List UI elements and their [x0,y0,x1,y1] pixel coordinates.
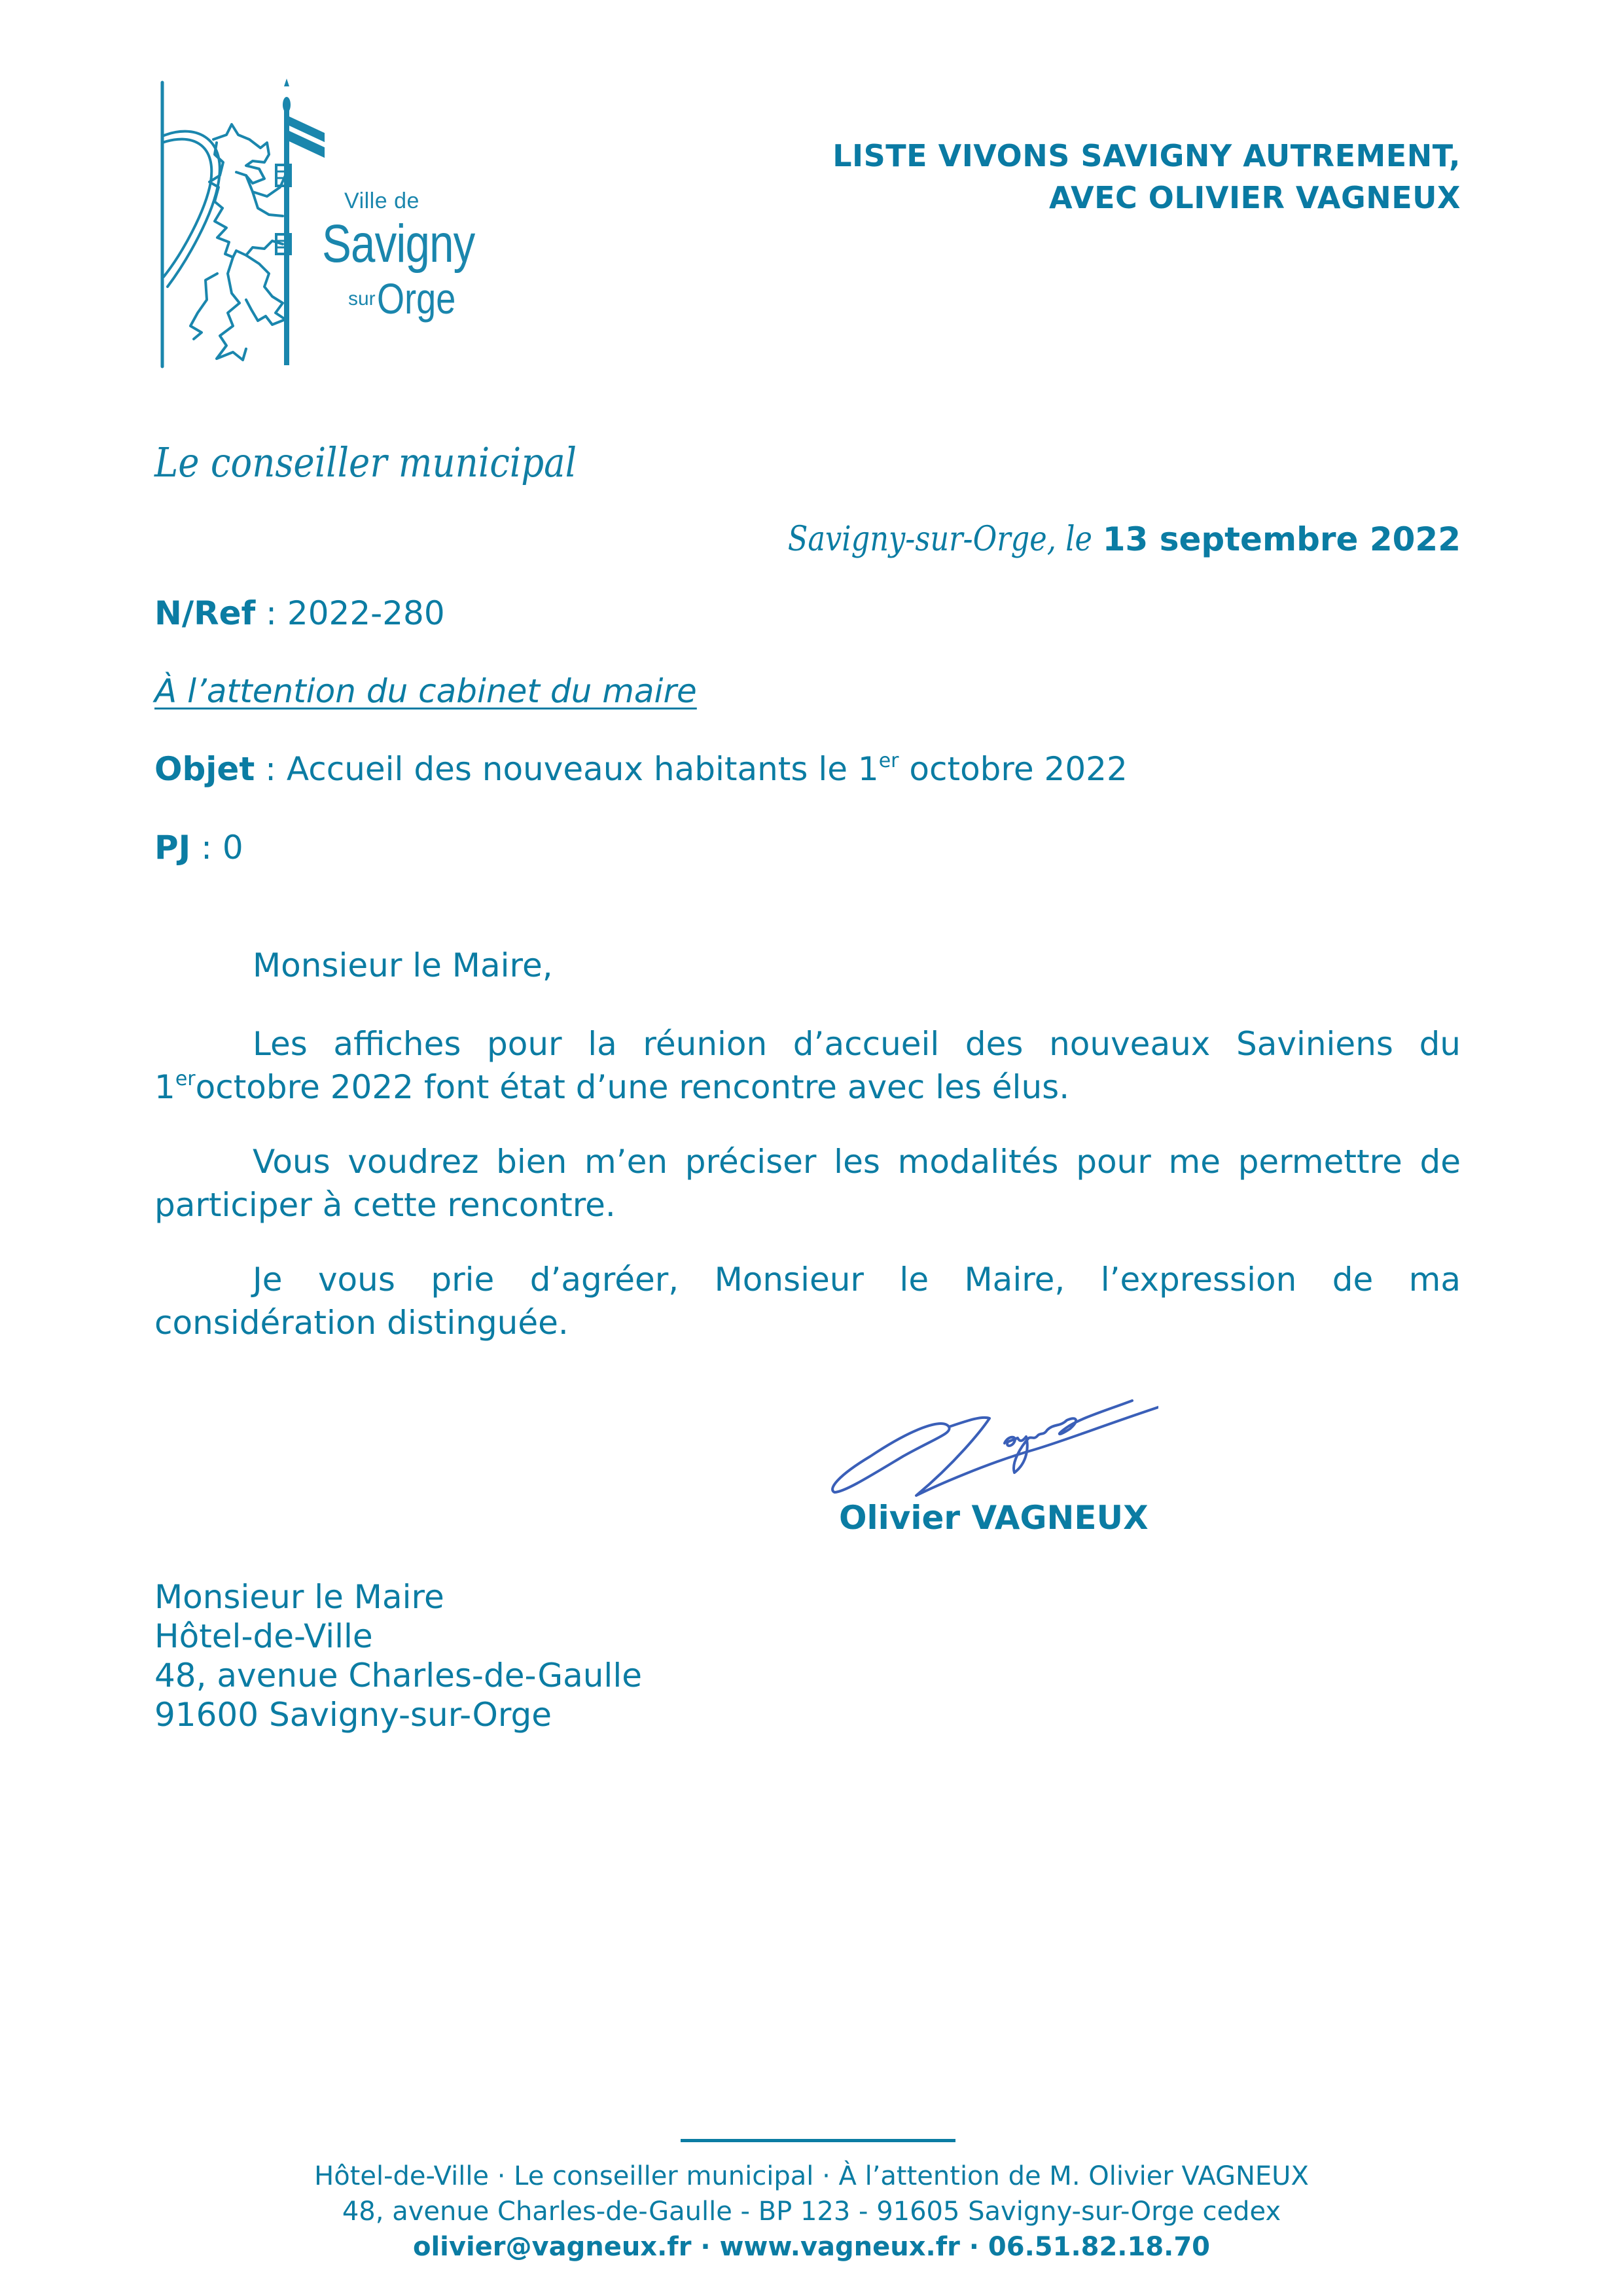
recipient-address [154,1577,642,1734]
recipient-line-3: 48, avenue Charles-de-Gaulle [154,1657,642,1695]
lion-emblem-icon [154,77,325,372]
city-logo [154,77,495,372]
attention-text: À l’attention du cabinet du maire [154,672,697,710]
letter-salutation [154,944,1461,987]
attachments-value: 0 [222,829,243,867]
letter-paragraph-1 [154,1022,1461,1109]
handwritten-signature [818,1365,1158,1502]
object-value: Accueil des nouveaux habitants le 1 [286,750,879,788]
attachments-line [154,829,243,867]
recipient-line-2: Hôtel-de-Ville [154,1617,373,1655]
sender-role: Le conseiller municipal [154,439,577,486]
logo-text-ville-de: Ville de [344,188,419,213]
object-value-end: octobre 2022 [899,750,1128,788]
footer-divider [681,2139,955,2142]
footer-line-1: Hôtel-de-Ville · Le conseiller municipal · À l’attention de M. Olivier VAGNEUX [314,2161,1309,2191]
object-separator: : [255,750,287,788]
logo-text-savigny: Savigny [322,214,475,274]
attachments-separator: : [190,829,223,867]
object-label: Objet [154,750,255,788]
reference-separator: : [255,594,287,632]
footer-contact: olivier@vagneux.fr · www.vagneux.fr · 06.51.82.18.70 [412,2232,1211,2262]
recipient-line-1: Monsieur le Maire [154,1578,444,1616]
object-line [154,750,1128,788]
header-title-line1: LISTE VIVONS SAVIGNY AUTREMENT, [832,138,1461,173]
header-title-line2: AVEC OLIVIER VAGNEUX [1049,180,1461,215]
signature-icon [818,1365,1158,1502]
paragraph-1-start: Les affiches pour la réunion d’accueil des nouveaux Saviniens du 1 [154,1025,1461,1106]
paragraph-1-end: octobre 2022 font état d’une rencontre avec les élus. [195,1068,1070,1106]
dateline-place: Savigny-sur-Orge, le [787,520,1092,559]
reference-value: 2022-280 [287,594,445,632]
dateline [738,520,1461,559]
paragraph-1-text [154,1022,1461,1109]
letter-paragraph-2 [154,1140,1461,1227]
paragraph-2-text: Vous voudrez bien m’en préciser les modalités pour me permettre de participer à cette rencontre. [154,1143,1461,1224]
reference-line [154,594,445,632]
dateline-date: 13 septembre 2022 [1102,520,1461,558]
attachments-label: PJ [154,829,191,867]
paragraph-1-superscript: er [175,1067,196,1090]
letter-paragraph-3 [154,1258,1461,1344]
footer-line-2: 48, avenue Charles-de-Gaulle - BP 123 - 91605 Savigny-sur-Orge cedex [342,2197,1281,2227]
recipient-line-4: 91600 Savigny-sur-Orge [154,1696,552,1734]
salutation-text: Monsieur le Maire, [253,946,553,984]
paragraph-3-text: Je vous prie d’agréer, Monsieur le Maire, l’expression de ma considération distinguée. [154,1261,1461,1342]
logo-text-sur: sur [348,288,376,310]
signatory-name: Olivier VAGNEUX [839,1499,1149,1537]
object-value-superscript: er [878,749,899,772]
reference-label: N/Ref [154,594,256,632]
header-title [832,135,1461,219]
attention-line [154,672,697,710]
footer [0,2159,1623,2265]
logo-text-orge: Orge [377,274,456,323]
